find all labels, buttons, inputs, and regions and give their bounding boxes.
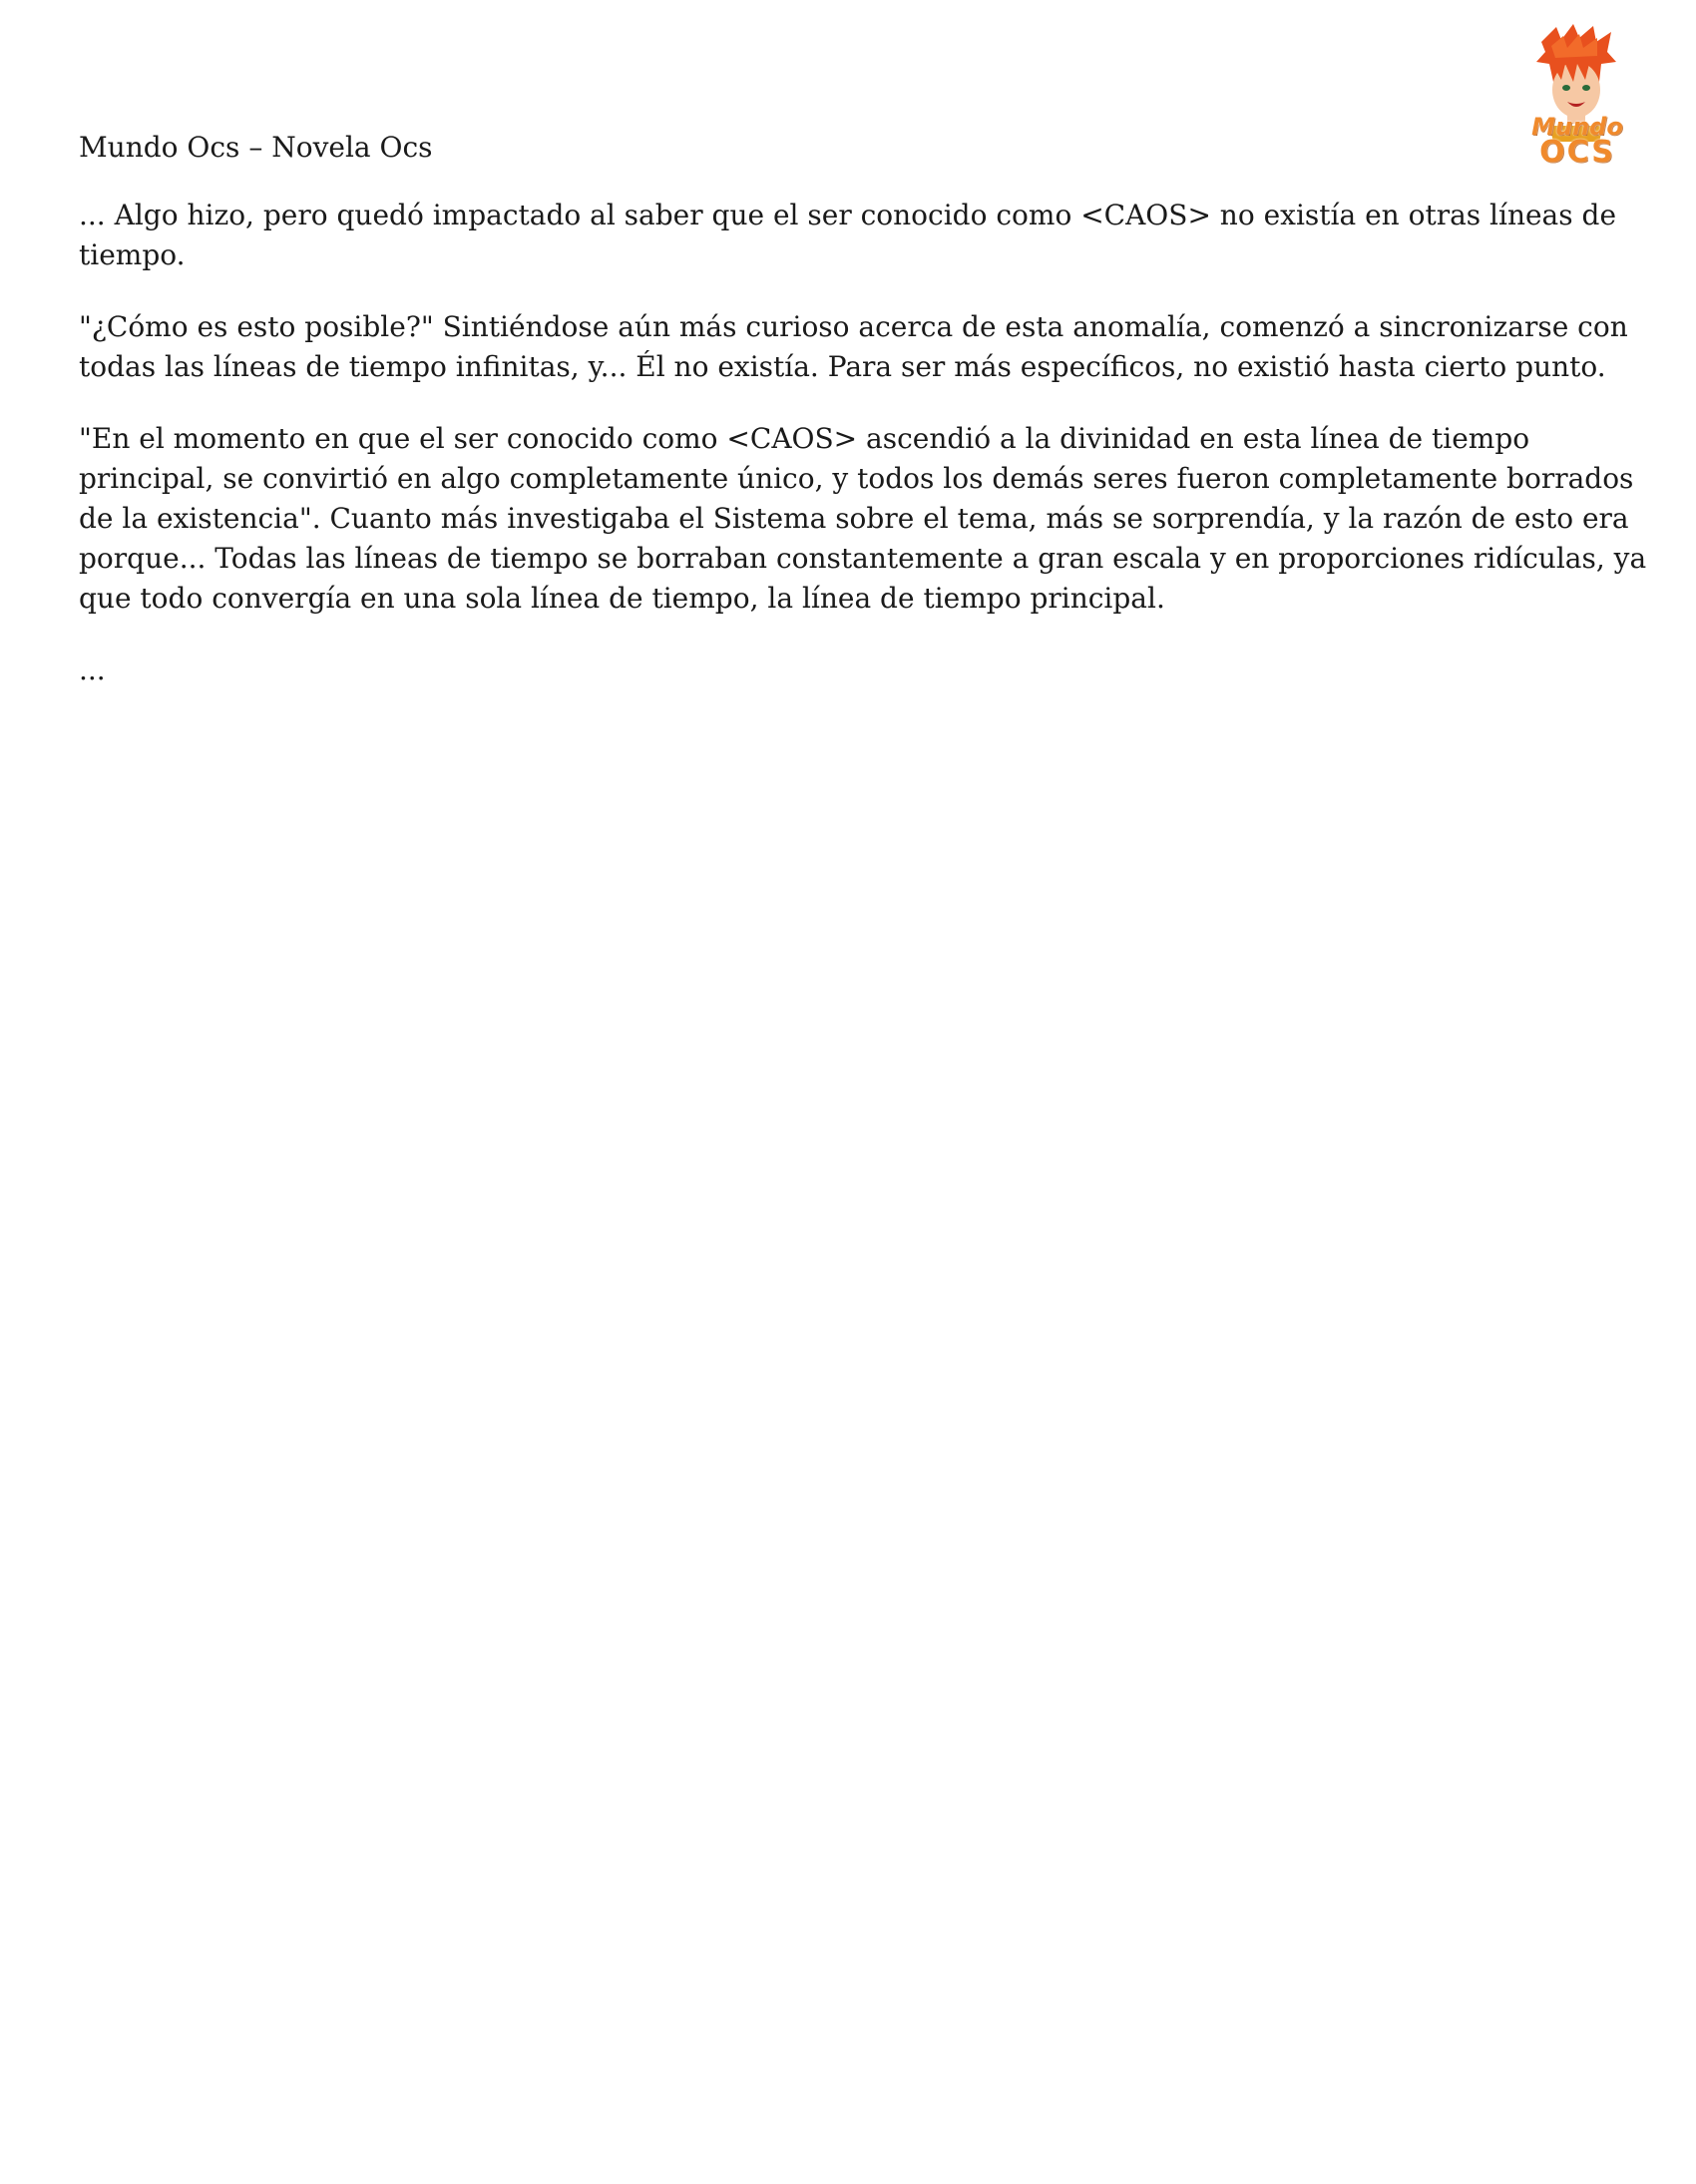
trailing-ellipsis: ... xyxy=(79,654,106,686)
document-header: Mundo Ocs – Novela Ocs xyxy=(79,131,433,164)
paragraph-2: "¿Cómo es esto posible?" Sintiéndose aún más curioso acerca de esta anomalía, comenzó a sincronizarse con todas las líneas de tiempo infinitas, y... Él no existía. Para ser más específicos, no existió hasta cierto punto. xyxy=(79,310,1628,383)
logo-text-line2: OCS xyxy=(1539,135,1615,170)
paragraph-1: ... Algo hizo, pero quedó impactado al saber que el ser conocido como <CAOS> no existía en otras líneas de tiempo. xyxy=(79,199,1617,271)
logo-text-line1: Mundo xyxy=(1531,113,1623,141)
document-content xyxy=(79,128,1655,690)
paragraph-3: "En el momento en que el ser conocido como <CAOS> ascendió a la divinidad en esta línea de tiempo principal, se convirtió en algo completamente único, y todos los demás seres fueron completamente borrados de la existencia". Cuanto más investigaba el Sistema sobre el tema, más se sorprendía, y la razón de esto era porque... Todas las líneas de tiempo se borraban constantemente a gran escala y en proporciones ridículas, ya que todo convergía en una sola línea de tiempo, la línea de tiempo principal. xyxy=(79,422,1647,615)
